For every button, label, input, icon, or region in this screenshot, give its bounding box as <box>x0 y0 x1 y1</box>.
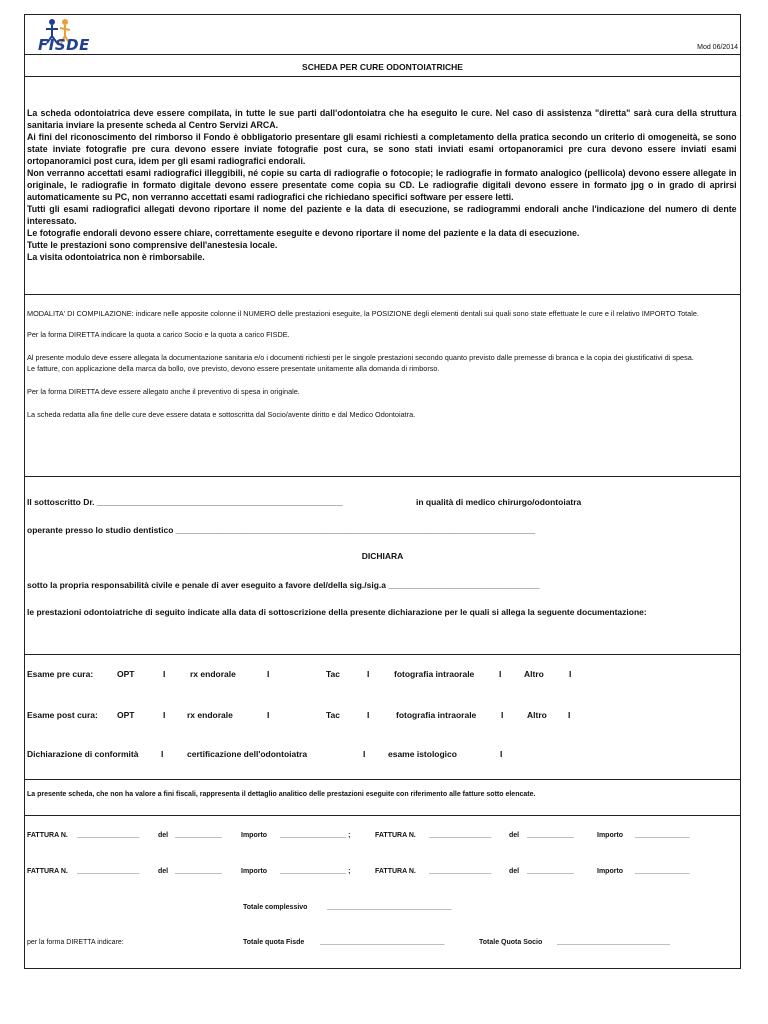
intro-paragraph: Non verranno accettati esami radiografici illeggibili, né copie su carta di radiografie o fotocopie; le radiografie in formato analogico (pellicola) devono essere allegate in originale, le radiografie in formato digitale devono essere presentate come copia su CD. Le radiografie digitali devono essere in formato jpg o in grado di aprirsi automaticamente su PC, non verranno accettati esami radiografici che richiedano specifici software per essere letti. <box>27 168 737 203</box>
conformity-option[interactable]: Dichiarazione di conformità <box>27 749 139 759</box>
invoice-label: FATTURA N. <box>375 868 416 875</box>
post-opt-option[interactable]: OPT <box>117 710 135 720</box>
pre-foto-box[interactable]: I <box>499 669 502 679</box>
intro-paragraph: Tutte le prestazioni sono comprensive dell'anestesia locale. <box>27 240 278 251</box>
declaration-text: le prestazioni odontoiatriche di seguito indicate alla data di sottoscrizione della presente dichiarazione per le quali si allega la seguente documentazione: <box>27 607 647 617</box>
invoice-amount-field[interactable]: ______________ <box>635 832 690 839</box>
member-share-field[interactable]: _____________________________ <box>557 939 670 946</box>
invoice-date-label: del <box>158 832 169 839</box>
histology-option[interactable]: esame istologico <box>388 749 457 759</box>
pre-opt-option[interactable]: OPT <box>117 669 135 679</box>
invoice-amount-label: Importo <box>597 832 624 839</box>
post-rx-box[interactable]: I <box>267 710 270 720</box>
direct-form-label: per la forma DIRETTA indicare: <box>27 939 124 946</box>
pre-opt-box[interactable]: I <box>163 669 166 679</box>
pre-altro-option[interactable]: Altro <box>524 669 544 679</box>
total-field[interactable]: ________________________________ <box>327 904 452 911</box>
invoice-number-field[interactable]: ________________ <box>429 832 492 839</box>
pre-rx-option[interactable]: rx endorale <box>190 669 236 679</box>
intro-paragraph: Tutti gli esami radiografici allegati devono riportare il nome del paziente e la data di esecuzione, se radiogrammi endorali anche l'indicazione del numero di dente interessato. <box>27 204 737 227</box>
instruction-paragraph: Al presente modulo deve essere allegata la documentazione sanitaria e/o i documenti richiesti per le singole prestazioni secondo quanto previsto dalle premesse di branca e la copia dei giustificativi di spesa. <box>27 353 694 362</box>
doctor-qualification: in qualità di medico chirurgo/odontoiatra <box>416 497 582 507</box>
pre-tac-box[interactable]: I <box>367 669 370 679</box>
studio-field[interactable]: operante presso lo studio dentistico ____________________________________________________________________________ <box>27 525 536 535</box>
member-share-label: Totale Quota Socio <box>479 939 543 946</box>
invoice-date-label: del <box>158 868 169 875</box>
page-title: SCHEDA PER CURE ODONTOIATRICHE <box>302 62 463 72</box>
invoice-label: FATTURA N. <box>27 868 68 875</box>
divider <box>24 815 741 816</box>
invoice-number-field[interactable]: ________________ <box>77 868 140 875</box>
invoice-amount-field[interactable]: _________________ ; <box>280 868 351 875</box>
instruction-paragraph: MODALITA' DI COMPILAZIONE: indicare nelle apposite colonne il NUMERO delle prestazioni eseguite, la POSIZIONE degli elementi dentali sui quali sono state effettuate le cure e il relativo IMPORTO Totale. <box>27 309 699 318</box>
conformity-box[interactable]: I <box>161 749 164 759</box>
patient-field[interactable]: sotto la propria responsabilità civile e penale di aver eseguito a favore del/della sig./sig.a ________________________________ <box>27 580 540 590</box>
total-label: Totale complessivo <box>243 904 308 911</box>
instruction-paragraph: Per la forma DIRETTA indicare la quota a carico Socio e la quota a carico FISDE. <box>27 330 290 339</box>
post-opt-box[interactable]: I <box>163 710 166 720</box>
post-cure-label: Esame post cura: <box>27 710 98 720</box>
dichiara-heading: DICHIARA <box>361 551 404 561</box>
certification-option[interactable]: certificazione dell'odontoiatra <box>187 749 308 759</box>
divider <box>24 779 741 780</box>
fisde-share-label: Totale quota Fisde <box>243 939 305 946</box>
intro-paragraph: Le fotografie endorali devono essere chiare, correttamente eseguite e devono riportare il nome del paziente e la data di esecuzione. <box>27 228 580 239</box>
invoice-date-field[interactable]: ____________ <box>527 868 574 875</box>
fisde-share-field[interactable]: ________________________________ <box>320 939 445 946</box>
invoice-number-field[interactable]: ________________ <box>429 868 492 875</box>
instruction-paragraph: La scheda redatta alla fine delle cure deve essere datata e sottoscritta dal Socio/avente diritto e dal Medico Odontoiatra. <box>27 410 416 419</box>
post-altro-option[interactable]: Altro <box>527 710 547 720</box>
invoice-amount-field[interactable]: ______________ <box>635 868 690 875</box>
instructions-section <box>27 308 732 420</box>
pre-tac-option[interactable]: Tac <box>326 669 341 679</box>
pre-rx-box[interactable]: I <box>267 669 270 679</box>
invoice-amount-label: Importo <box>241 868 268 875</box>
post-foto-option[interactable]: fotografia intraorale <box>396 710 477 720</box>
post-tac-option[interactable]: Tac <box>326 710 341 720</box>
logo-text: FISDE <box>38 36 90 54</box>
divider <box>24 654 741 655</box>
invoice-date-field[interactable]: ____________ <box>527 832 574 839</box>
post-foto-box[interactable]: I <box>501 710 504 720</box>
invoice-label: FATTURA N. <box>27 832 68 839</box>
invoice-amount-label: Importo <box>597 868 624 875</box>
invoice-number-field[interactable]: ________________ <box>77 832 140 839</box>
invoice-label: FATTURA N. <box>375 832 416 839</box>
pre-cure-label: Esame pre cura: <box>27 669 94 679</box>
instruction-paragraph: Le fatture, con applicazione della marca da bollo, ove previsto, devono essere presentate unitamente alla domanda di rimborso. <box>27 364 440 373</box>
divider <box>24 476 741 477</box>
invoice-date-field[interactable]: ____________ <box>175 868 222 875</box>
divider <box>24 54 741 55</box>
instruction-paragraph: Per la forma DIRETTA deve essere allegato anche il preventivo di spesa in originale. <box>27 387 300 396</box>
post-altro-box[interactable]: I <box>568 710 571 720</box>
doctor-name-field[interactable]: Il sottoscritto Dr. ____________________________________________________ <box>27 497 343 507</box>
post-tac-box[interactable]: I <box>367 710 370 720</box>
invoice-date-field[interactable]: ____________ <box>175 832 222 839</box>
post-rx-option[interactable]: rx endorale <box>187 710 233 720</box>
invoice-date-label: del <box>509 832 520 839</box>
divider <box>24 76 741 77</box>
pre-altro-box[interactable]: I <box>569 669 572 679</box>
histology-box[interactable]: I <box>500 749 503 759</box>
invoice-amount-label: Importo <box>241 832 268 839</box>
intro-section <box>27 108 737 264</box>
intro-paragraph: Ai fini del riconoscimento del rimborso il Fondo è obbligatorio presentare gli esami richiesti a completamento della pratica secondo un criterio di omogeneità, se sono state inviate fotografie pre cura devono essere inviate fotografie post cura, se sono stati inviati esami ortopanoramici pre cura devono essere inviati esami ortopanoramici post cura, idem per gli esami radiografici endorali. <box>27 132 737 167</box>
invoice-date-label: del <box>509 868 520 875</box>
invoice-note: La presente scheda, che non ha valore a fini fiscali, rappresenta il dettaglio analitico delle prestazioni eseguite con riferimento alle fatture sotto elencate. <box>27 791 536 798</box>
intro-paragraph: La visita odontoiatrica non è rimborsabile. <box>27 252 205 263</box>
intro-paragraph: La scheda odontoiatrica deve essere compilata, in tutte le sue parti dall'odontoiatra che ha eseguito le cure. Nel caso di assistenza "diretta" sarà cura della struttura sanitaria inviare la presente scheda al Centro Servizi ARCA. <box>27 108 737 131</box>
certification-box[interactable]: I <box>363 749 366 759</box>
invoice-amount-field[interactable]: _________________ ; <box>280 832 351 839</box>
divider <box>24 294 741 295</box>
module-code: Mod 06/2014 <box>697 44 738 51</box>
pre-foto-option[interactable]: fotografia intraorale <box>394 669 475 679</box>
